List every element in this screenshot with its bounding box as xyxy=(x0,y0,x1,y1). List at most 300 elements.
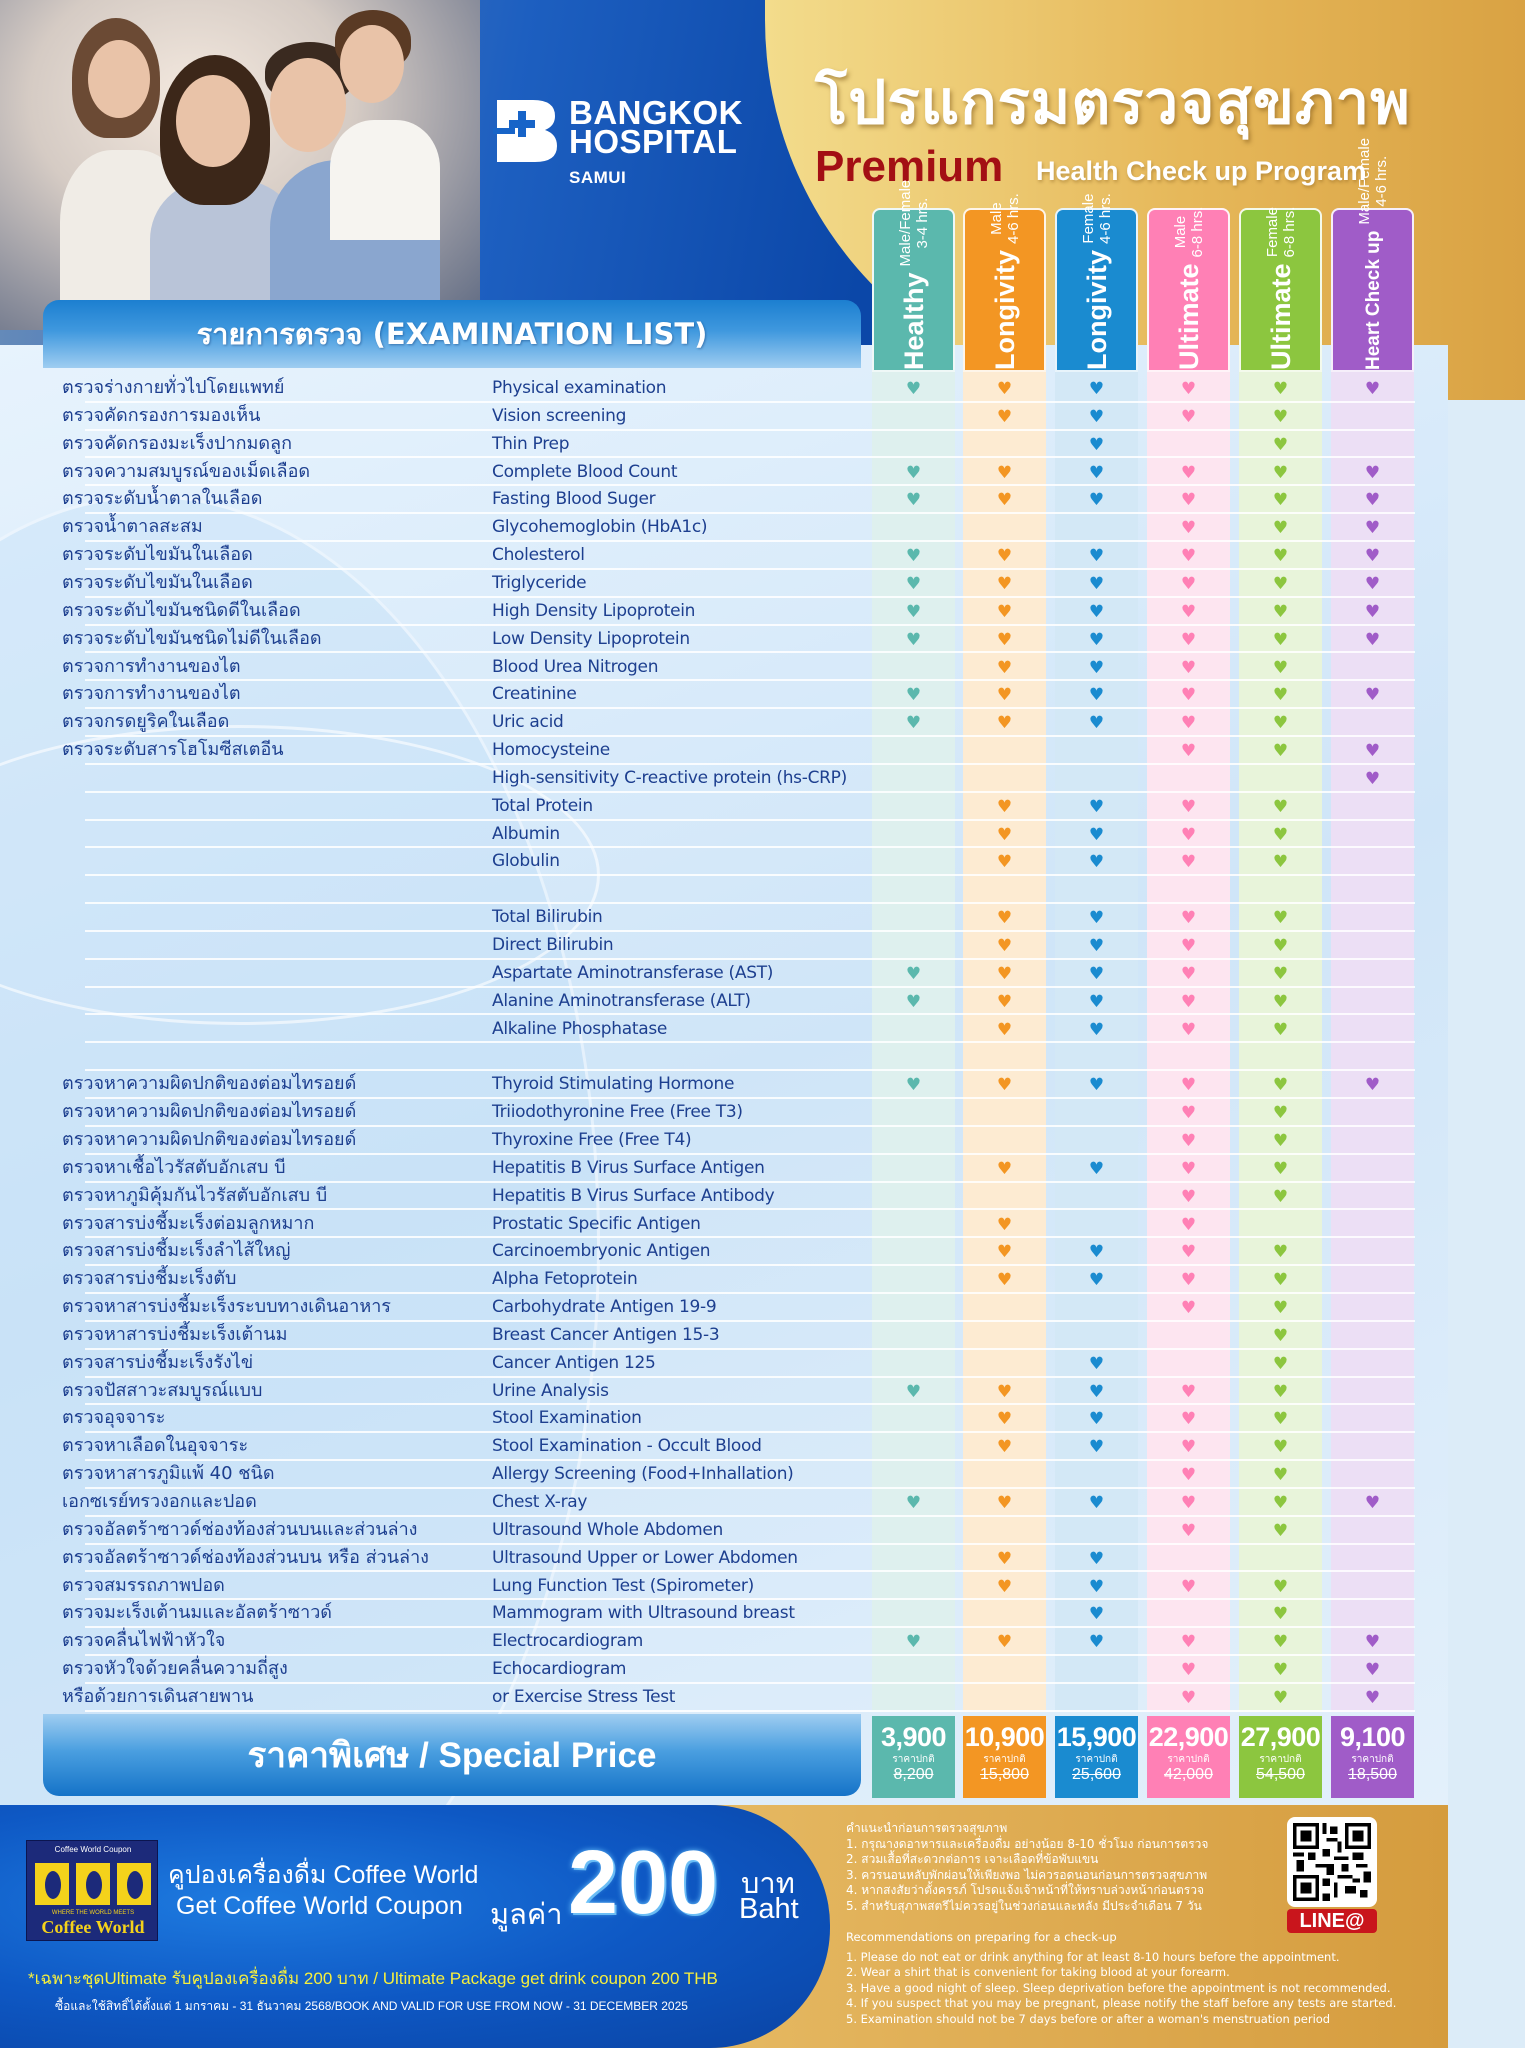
heart-icon: ♥ xyxy=(996,824,1013,845)
heart-icon: ♥ xyxy=(1364,573,1381,594)
heart-icon: ♥ xyxy=(996,1075,1013,1096)
heart-icon: ♥ xyxy=(1272,991,1289,1012)
heart-icon: ♥ xyxy=(1088,824,1105,845)
exam-name-english: Thin Prep xyxy=(492,433,570,454)
exam-name-thai: ตรวจระดับไขมันชนิดไม่ดีในเลือด xyxy=(62,627,322,649)
package-price-card[interactable] xyxy=(872,1716,955,1798)
brand-branch: SAMUI xyxy=(569,168,627,187)
exam-name-thai: ตรวจปัสสาวะสมบูรณ์แบบ xyxy=(62,1379,263,1401)
package-name: Ultimate xyxy=(1265,263,1295,370)
exam-name-english: Thyroxine Free (Free T4) xyxy=(492,1129,692,1150)
heart-icon: ♥ xyxy=(1180,1576,1197,1597)
exam-name-thai: ตรวจการทำงานของไต xyxy=(62,655,241,677)
heart-icon: ♥ xyxy=(1364,518,1381,539)
exam-name-english: Carcinoembryonic Antigen xyxy=(492,1241,711,1262)
table-row xyxy=(0,1016,1448,1044)
heart-icon: ♥ xyxy=(1180,1520,1197,1541)
table-row xyxy=(0,1322,1448,1350)
table-row xyxy=(0,821,1448,849)
exam-name-english: Alkaline Phosphatase xyxy=(492,1018,668,1039)
heart-icon: ♥ xyxy=(996,1437,1013,1458)
heart-icon: ♥ xyxy=(996,685,1013,706)
heart-icon: ♥ xyxy=(1088,991,1105,1012)
exam-name-english: Ultrasound Upper or Lower Abdomen xyxy=(492,1547,798,1568)
heart-icon: ♥ xyxy=(1364,490,1381,511)
heart-icon: ♥ xyxy=(1180,685,1197,706)
heart-icon: ♥ xyxy=(1180,1687,1197,1708)
heart-icon: ♥ xyxy=(1272,1186,1289,1207)
exam-name-thai: ตรวจอัลตร้าซาวด์ช่องท้องส่วนบน หรือ ส่วนล่าง xyxy=(62,1546,429,1568)
table-row xyxy=(0,793,1448,821)
recommendation-item: 3. ควรนอนหลับพักผ่อนให้เพียงพอ ไม่ควรอดนอนก่อนการตรวจสุขภาพ xyxy=(846,1867,1208,1882)
regular-price: 54,500 xyxy=(1256,1766,1305,1783)
heart-icon: ♥ xyxy=(1088,936,1105,956)
exam-name-english: Low Density Lipoprotein xyxy=(492,628,690,649)
regular-price-label: ราคาปกติ xyxy=(1167,1754,1210,1765)
exam-name-thai: ตรวจหาความผิดปกติของต่อมไทรอยด์ xyxy=(62,1128,357,1150)
heart-icon: ♥ xyxy=(1180,1019,1197,1040)
package-header[interactable] xyxy=(872,179,955,372)
exam-name-thai: ตรวจน้ำตาลสะสม xyxy=(62,516,203,538)
qr-code-icon xyxy=(1293,1823,1371,1901)
heart-icon: ♥ xyxy=(1180,601,1197,622)
recommendation-item: 5. สำหรับสุภาพสตรีไม่ควรอยู่ในช่วงก่อนและหลัง มีประจำเดือน 7 วัน xyxy=(846,1898,1202,1913)
table-row xyxy=(0,1266,1448,1294)
heart-icon: ♥ xyxy=(1364,1493,1381,1513)
regular-price: 25,600 xyxy=(1072,1766,1121,1783)
exam-name-thai: ตรวจหาสารภูมิแพ้ 40 ชนิด xyxy=(62,1463,275,1485)
table-row xyxy=(0,542,1448,570)
recommendations-english xyxy=(846,1930,1396,2027)
heart-icon: ♥ xyxy=(1180,1075,1197,1096)
heart-icon: ♥ xyxy=(1180,629,1197,650)
heart-icon: ♥ xyxy=(1180,1632,1197,1653)
coupon-validity: ซื้อและใช้สิทธิ์ได้ตั้งแต่ 1 มกราคม - 31 ธันวาคม 2568/BOOK AND VALID FOR USE FROM NOW - 31 DECEMBER 2025 xyxy=(55,1999,688,2013)
heart-icon: ♥ xyxy=(996,852,1013,873)
heart-icon: ♥ xyxy=(1180,1381,1197,1402)
heart-icon: ♥ xyxy=(1088,1270,1105,1291)
heart-icon: ♥ xyxy=(1272,629,1289,650)
heart-icon: ♥ xyxy=(1180,462,1197,483)
exam-name-english: Ultrasound Whole Abdomen xyxy=(492,1519,724,1540)
recommendation-item: 3. Have a good night of sleep. Sleep deprivation before the appointment is not recommended. xyxy=(846,1980,1391,1995)
footer xyxy=(0,1805,1448,2048)
heart-icon: ♥ xyxy=(996,796,1013,817)
heart-icon: ♥ xyxy=(996,462,1013,483)
exam-name-thai: หรือด้วยการเดินสายพาน xyxy=(62,1685,254,1707)
heart-icon: ♥ xyxy=(1088,1019,1105,1040)
heart-icon: ♥ xyxy=(996,406,1013,427)
package-gender: Male xyxy=(987,202,1005,235)
table-row xyxy=(0,486,1448,514)
heart-icon: ♥ xyxy=(1088,796,1105,817)
table-row xyxy=(0,431,1448,459)
heart-icon: ♥ xyxy=(1180,1465,1197,1486)
heart-icon: ♥ xyxy=(1272,713,1289,734)
exam-name-english: Globulin xyxy=(492,851,560,872)
heart-icon: ♥ xyxy=(1272,1409,1289,1430)
heart-icon: ♥ xyxy=(1272,1687,1289,1708)
page-title-premium: Premium xyxy=(815,142,1004,191)
heart-icon: ♥ xyxy=(1180,824,1197,845)
table-row xyxy=(0,1127,1448,1155)
heart-icon: ♥ xyxy=(1272,796,1289,817)
exam-name-english: Homocysteine xyxy=(492,740,610,761)
heart-icon: ♥ xyxy=(1180,1270,1197,1291)
heart-icon: ♥ xyxy=(1088,908,1105,929)
heart-icon: ♥ xyxy=(905,462,922,483)
table-row xyxy=(0,1211,1448,1239)
heart-icon: ♥ xyxy=(1272,379,1289,399)
regular-price-label: ราคาปกติ xyxy=(892,1754,935,1765)
recommendations-title-english: Recommendations on preparing for a check-up xyxy=(846,1930,1117,1944)
page-title-english: Health Check up Program xyxy=(1036,156,1367,186)
coffee-world-brand: Coffee World xyxy=(41,1917,145,1937)
heart-icon: ♥ xyxy=(1272,1576,1289,1597)
package-header[interactable] xyxy=(1147,208,1230,372)
coupon-currency-english: Baht xyxy=(739,1893,799,1925)
table-row xyxy=(0,1238,1448,1266)
exam-list-title: รายการตรวจ (EXAMINATION LIST) xyxy=(196,317,708,351)
heart-icon: ♥ xyxy=(1180,991,1197,1012)
heart-icon: ♥ xyxy=(996,1270,1013,1291)
exam-name-thai: ตรวจสารบ่งชี้มะเร็งตับ xyxy=(62,1268,237,1290)
heart-icon: ♥ xyxy=(905,991,922,1012)
package-gender: Female xyxy=(1079,193,1097,244)
heart-icon: ♥ xyxy=(996,1019,1013,1040)
heart-icon: ♥ xyxy=(996,1409,1013,1430)
heart-icon: ♥ xyxy=(1088,1576,1105,1597)
heart-icon: ♥ xyxy=(905,1381,922,1402)
heart-icon: ♥ xyxy=(1088,379,1105,399)
heart-icon: ♥ xyxy=(1180,908,1197,929)
heart-icon: ♥ xyxy=(996,573,1013,594)
package-header[interactable] xyxy=(1331,137,1414,372)
heart-icon: ♥ xyxy=(1180,796,1197,817)
coupon-title-english: Get Coffee World Coupon xyxy=(176,1892,463,1920)
heart-icon: ♥ xyxy=(905,573,922,594)
heart-icon: ♥ xyxy=(1272,601,1289,622)
exam-name-english: Glycohemoglobin (HbA1c) xyxy=(492,517,708,538)
exam-name-english: Breast Cancer Antigen 15-3 xyxy=(492,1324,720,1345)
special-price: 10,900 xyxy=(964,1722,1045,1752)
heart-icon: ♥ xyxy=(1180,741,1197,762)
package-gender: Male/Female xyxy=(1355,137,1373,225)
heart-icon: ♥ xyxy=(1272,1353,1289,1374)
exam-name-thai: ตรวจระดับไขมันในเลือด xyxy=(62,544,253,566)
heart-icon: ♥ xyxy=(1272,434,1289,455)
heart-icon: ♥ xyxy=(1088,1632,1105,1653)
exam-name-thai: ตรวจหาเชื้อไวรัสตับอักเสบ บี xyxy=(62,1156,286,1178)
coupon-amount: 200 xyxy=(568,1833,719,1933)
package-name: Ultimate xyxy=(1173,263,1203,370)
exam-name-english: Prostatic Specific Antigen xyxy=(492,1213,701,1234)
table-row xyxy=(0,876,1448,904)
heart-icon: ♥ xyxy=(1272,406,1289,427)
heart-icon: ♥ xyxy=(1272,1660,1289,1681)
heart-icon: ♥ xyxy=(905,546,922,567)
special-price: 22,900 xyxy=(1148,1722,1229,1752)
regular-price-label: ราคาปกติ xyxy=(1351,1754,1394,1765)
heart-icon: ♥ xyxy=(1272,573,1289,594)
heart-icon: ♥ xyxy=(1272,852,1289,873)
heart-icon: ♥ xyxy=(1364,462,1381,483)
table-row xyxy=(0,570,1448,598)
table-row xyxy=(0,1684,1448,1712)
table-row xyxy=(0,1656,1448,1684)
family-photo xyxy=(0,0,480,330)
package-duration: 4-6 hrs. xyxy=(1372,155,1390,207)
heart-icon: ♥ xyxy=(996,629,1013,650)
coupon-panel xyxy=(0,1805,830,2048)
heart-icon: ♥ xyxy=(996,379,1013,399)
special-price: 27,900 xyxy=(1240,1722,1321,1752)
heart-icon: ♥ xyxy=(1088,657,1105,678)
heart-icon: ♥ xyxy=(1272,1520,1289,1541)
heart-icon: ♥ xyxy=(905,713,922,734)
table-row xyxy=(0,904,1448,932)
exam-list-header xyxy=(43,300,861,368)
exam-name-english: Alpha Fetoprotein xyxy=(492,1269,638,1290)
exam-name-thai: ตรวจระดับน้ำตาลในเลือด xyxy=(62,488,263,510)
exam-name-thai: ตรวจความสมบูรณ์ของเม็ดเลือด xyxy=(62,460,311,482)
table-row xyxy=(0,1489,1448,1517)
exam-name-english: Chest X-ray xyxy=(492,1492,588,1512)
heart-icon: ♥ xyxy=(1088,1548,1105,1569)
exam-name-english: Direct Bilirubin xyxy=(492,935,614,955)
table-row xyxy=(0,403,1448,431)
table-row xyxy=(0,1600,1448,1628)
table-row xyxy=(0,459,1448,487)
heart-icon: ♥ xyxy=(1088,1381,1105,1402)
heart-icon: ♥ xyxy=(905,601,922,622)
package-gender: Female xyxy=(1263,207,1281,258)
exam-name-english: Triglyceride xyxy=(492,572,587,593)
package-duration: 6-8 hrs. xyxy=(1188,206,1206,258)
exam-name-thai: ตรวจระดับไขมันชนิดดีในเลือด xyxy=(62,599,301,621)
coupon-currency-thai: บาท xyxy=(741,1866,795,1900)
heart-icon: ♥ xyxy=(1272,1158,1289,1179)
exam-name-thai: ตรวจหาเลือดในอุจจาระ xyxy=(62,1435,249,1457)
exam-name-english: Alanine Aminotransferase (ALT) xyxy=(492,990,751,1011)
exam-name-english: Total Bilirubin xyxy=(492,907,603,928)
heart-icon: ♥ xyxy=(1272,1437,1289,1458)
table-row xyxy=(0,988,1448,1016)
heart-icon: ♥ xyxy=(996,1242,1013,1263)
hospital-logo xyxy=(493,94,743,188)
heart-icon: ♥ xyxy=(1272,1465,1289,1486)
recommendation-item: 2. สวมเสื้อที่สะดวกต่อการ เจาะเลือดที่ข้อพับแขน xyxy=(846,1852,1099,1866)
package-header[interactable] xyxy=(1239,208,1322,372)
exam-name-thai: ตรวจสมรรถภาพปอด xyxy=(62,1574,225,1596)
recommendation-item: 4. If you suspect that you may be pregnant, please notify the staff before any tests are started. xyxy=(846,1996,1397,2010)
heart-icon: ♥ xyxy=(1180,1298,1197,1319)
heart-icon: ♥ xyxy=(905,379,922,399)
heart-icon: ♥ xyxy=(1180,1214,1197,1235)
heart-icon: ♥ xyxy=(996,1632,1013,1653)
heart-icon: ♥ xyxy=(1088,1242,1105,1263)
heart-icon: ♥ xyxy=(1180,657,1197,678)
table-row xyxy=(0,737,1448,765)
package-duration: 4-6 hrs. xyxy=(1004,193,1022,244)
exam-name-thai: ตรวจระดับสารโฮโมซีสเตอีน xyxy=(62,739,284,761)
heart-icon: ♥ xyxy=(1272,1130,1289,1151)
heart-icon: ♥ xyxy=(1364,1687,1381,1708)
exam-name-english: Total Protein xyxy=(492,795,593,816)
package-price-card[interactable] xyxy=(963,1716,1046,1798)
heart-icon: ♥ xyxy=(1180,963,1197,984)
heart-icon: ♥ xyxy=(1088,685,1105,706)
heart-icon: ♥ xyxy=(996,546,1013,567)
heart-icon: ♥ xyxy=(1272,1242,1289,1263)
heart-icon: ♥ xyxy=(1088,573,1105,594)
exam-name-thai: เอกซเรย์ทรวงอกและปอด xyxy=(62,1491,257,1512)
package-price-card[interactable] xyxy=(1331,1716,1414,1798)
exam-name-english: Complete Blood Count xyxy=(492,461,678,482)
exam-name-english: Electrocardiogram xyxy=(492,1631,643,1652)
table-row xyxy=(0,1294,1448,1322)
heart-icon: ♥ xyxy=(1180,490,1197,511)
exam-name-english: Triiodothyronine Free (Free T3) xyxy=(492,1102,743,1123)
table-row xyxy=(0,1433,1448,1461)
table-row xyxy=(0,1183,1448,1211)
table-row xyxy=(0,1378,1448,1406)
table-row xyxy=(0,598,1448,626)
heart-icon: ♥ xyxy=(1364,546,1381,567)
table-row xyxy=(0,514,1448,542)
exam-name-thai: ตรวจการทำงานของไต xyxy=(62,683,241,705)
regular-price: 42,000 xyxy=(1164,1766,1213,1783)
globe-icon xyxy=(33,1861,71,1907)
heart-icon: ♥ xyxy=(996,991,1013,1012)
heart-icon: ♥ xyxy=(996,490,1013,511)
exam-name-english: Cholesterol xyxy=(492,545,585,566)
heart-icon: ♥ xyxy=(1088,406,1105,427)
coffee-world-logo-top: Coffee World Coupon xyxy=(54,1845,132,1854)
exam-name-english: Physical examination xyxy=(492,378,667,398)
heart-icon: ♥ xyxy=(1180,406,1197,427)
heart-icon: ♥ xyxy=(1180,1130,1197,1151)
heart-icon: ♥ xyxy=(905,629,922,650)
table-row xyxy=(0,1545,1448,1573)
heart-icon: ♥ xyxy=(1272,462,1289,483)
heart-icon: ♥ xyxy=(905,1493,922,1513)
hospital-cross-icon xyxy=(493,98,559,164)
heart-icon: ♥ xyxy=(1180,852,1197,873)
heart-icon: ♥ xyxy=(905,490,922,511)
recommendations-title-thai: คำแนะนำก่อนการตรวจสุขภาพ xyxy=(846,1821,1008,1835)
package-header[interactable] xyxy=(1055,193,1138,372)
exam-name-english: Thyroid Stimulating Hormone xyxy=(492,1074,735,1095)
heart-icon: ♥ xyxy=(1272,490,1289,511)
exam-name-thai: ตรวจอุจจาระ xyxy=(62,1407,166,1429)
coupon-title-thai: คูปองเครื่องดื่ม Coffee World xyxy=(168,1861,479,1889)
exam-name-english: Mammogram with Ultrasound breast xyxy=(492,1603,795,1624)
table-row xyxy=(0,654,1448,682)
heart-icon: ♥ xyxy=(996,1214,1013,1235)
heart-icon: ♥ xyxy=(1180,1242,1197,1263)
exam-name-thai: ตรวจหาภูมิคุ้มกันไวรัสตับอักเสบ บี xyxy=(62,1184,328,1206)
heart-icon: ♥ xyxy=(1364,1075,1381,1096)
brand-line1: BANGKOK xyxy=(569,94,743,131)
package-duration: 4-6 hrs. xyxy=(1096,193,1114,244)
exam-name-thai: ตรวจกรดยูริคในเลือด xyxy=(62,711,230,733)
heart-icon: ♥ xyxy=(905,1075,922,1096)
special-price: 15,900 xyxy=(1056,1722,1137,1752)
heart-icon: ♥ xyxy=(996,1381,1013,1402)
recommendation-item: 2. Wear a shirt that is convenient for taking blood at your forearm. xyxy=(846,1965,1230,1979)
exam-name-thai: ตรวจคลื่นไฟฟ้าหัวใจ xyxy=(62,1630,226,1652)
package-price-card[interactable] xyxy=(1055,1716,1138,1798)
table-row xyxy=(0,932,1448,960)
line-qr-code[interactable] xyxy=(1287,1817,1377,1907)
recommendation-item: 5. Examination should not be 7 days before or after a woman's menstruation period xyxy=(846,2011,1331,2026)
table-row xyxy=(0,1573,1448,1601)
regular-price: 18,500 xyxy=(1348,1766,1397,1783)
heart-icon: ♥ xyxy=(1364,379,1381,399)
package-header[interactable] xyxy=(963,193,1046,372)
table-row xyxy=(0,1071,1448,1099)
heart-icon: ♥ xyxy=(1272,1298,1289,1319)
table-row xyxy=(0,1628,1448,1656)
heart-icon: ♥ xyxy=(1180,1409,1197,1430)
heart-icon: ♥ xyxy=(1272,1493,1289,1513)
heart-icon: ♥ xyxy=(1272,936,1289,956)
line-badge[interactable]: LINE@ xyxy=(1287,1909,1377,1933)
package-price-card[interactable] xyxy=(1147,1716,1230,1798)
table-row xyxy=(0,709,1448,737)
brand-line2: HOSPITAL xyxy=(569,123,738,160)
exam-name-english: Stool Examination xyxy=(492,1408,642,1429)
table-row xyxy=(0,681,1448,709)
heart-icon: ♥ xyxy=(996,1493,1013,1513)
exam-name-english: High-sensitivity C-reactive protein (hs-CRP) xyxy=(492,767,847,788)
heart-icon: ♥ xyxy=(1272,1604,1289,1625)
heart-icon: ♥ xyxy=(1272,1632,1289,1653)
heart-icon: ♥ xyxy=(1180,573,1197,594)
globe-icon xyxy=(115,1861,153,1907)
heart-icon: ♥ xyxy=(1088,713,1105,734)
package-gender: Male xyxy=(1171,215,1189,249)
heart-icon: ♥ xyxy=(1088,1158,1105,1179)
heart-icon: ♥ xyxy=(1180,713,1197,734)
table-row xyxy=(0,1099,1448,1127)
heart-icon: ♥ xyxy=(1088,462,1105,483)
exam-name-thai: ตรวจคัดกรองมะเร็งปากมดลูก xyxy=(62,432,292,454)
table-row xyxy=(0,375,1448,403)
heart-icon: ♥ xyxy=(1272,1019,1289,1040)
heart-icon: ♥ xyxy=(1272,1075,1289,1096)
exam-name-english: Stool Examination - Occult Blood xyxy=(492,1436,762,1457)
regular-price-label: ราคาปกติ xyxy=(1075,1754,1118,1765)
heart-icon: ♥ xyxy=(1272,518,1289,539)
exam-name-thai: ตรวจหาสารบ่งชี้มะเร็งเต้านม xyxy=(62,1323,288,1345)
heart-icon: ♥ xyxy=(996,936,1013,956)
package-price-card[interactable] xyxy=(1239,1716,1322,1798)
heart-icon: ♥ xyxy=(1088,1075,1105,1096)
exam-name-english: Hepatitis B Virus Surface Antigen xyxy=(492,1157,765,1178)
recommendation-item: 4. หากสงสัยว่าตั้งครรภ์ โปรดแจ้งเจ้าหน้าที่ให้ทราบล่วงหน้าก่อนตรวจ xyxy=(846,1883,1205,1897)
heart-icon: ♥ xyxy=(1180,936,1197,956)
heart-icon: ♥ xyxy=(1180,546,1197,567)
heart-icon: ♥ xyxy=(1088,434,1105,455)
heart-icon: ♥ xyxy=(1088,963,1105,984)
heart-icon: ♥ xyxy=(996,963,1013,984)
heart-icon: ♥ xyxy=(905,1632,922,1653)
exam-name-english: Allergy Screening (Food+Inhallation) xyxy=(492,1464,794,1485)
table-row xyxy=(0,1155,1448,1183)
heart-icon: ♥ xyxy=(1272,546,1289,567)
